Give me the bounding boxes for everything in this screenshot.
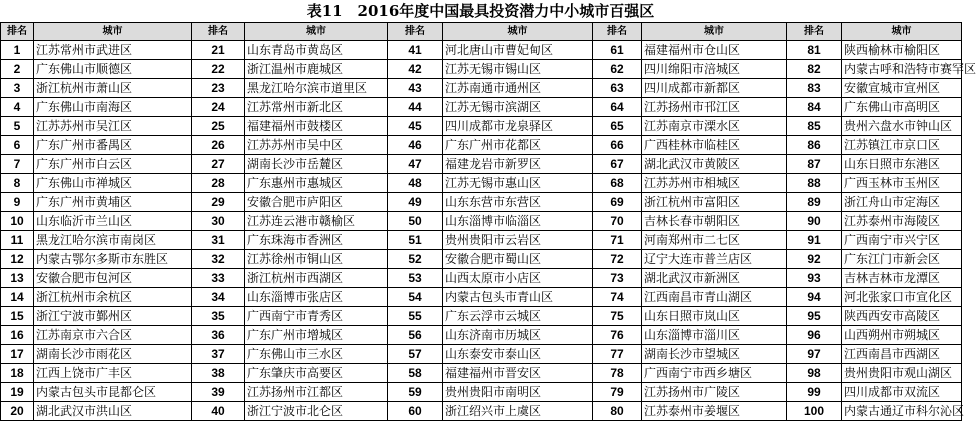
rank-cell: 83 xyxy=(787,79,842,98)
table-body xyxy=(1,41,976,421)
city-cell: 江苏镇江市京口区 xyxy=(842,136,962,155)
city-cell: 江苏扬州市广陵区 xyxy=(642,383,787,402)
rank-cell: 65 xyxy=(593,117,642,136)
city-cell: 山东泰安市泰山区 xyxy=(443,345,593,364)
city-cell: 内蒙古通辽市科尔沁区 xyxy=(842,402,962,421)
city-cell: 四川成都市双流区 xyxy=(842,383,962,402)
city-cell: 江苏无锡市锡山区 xyxy=(443,60,593,79)
rank-cell: 49 xyxy=(388,193,443,212)
table-row xyxy=(1,288,962,307)
city-cell: 贵州贵阳市南明区 xyxy=(443,383,593,402)
rank-cell: 95 xyxy=(787,307,842,326)
city-cell: 山东日照市东港区 xyxy=(842,155,962,174)
city-cell: 四川成都市龙泉驿区 xyxy=(443,117,593,136)
city-cell: 江西南昌市青山湖区 xyxy=(642,288,787,307)
table-row xyxy=(1,155,962,174)
city-cell: 山西朔州市朔城区 xyxy=(842,326,962,345)
table-row xyxy=(1,231,962,250)
city-cell: 内蒙古包头市昆都仑区 xyxy=(34,383,192,402)
city-cell: 陕西西安市高陵区 xyxy=(842,307,962,326)
rank-cell: 64 xyxy=(593,98,642,117)
city-cell: 广西玉林市玉州区 xyxy=(842,174,962,193)
city-cell: 江苏泰州市姜堰区 xyxy=(642,402,787,421)
city-cell: 山西太原市小店区 xyxy=(443,269,593,288)
rank-cell: 44 xyxy=(388,98,443,117)
city-cell: 广东佛山市高明区 xyxy=(842,98,962,117)
city-cell: 黑龙江哈尔滨市道里区 xyxy=(245,79,388,98)
table-title: 表11 2016年度中国最具投资潜力中小城市百强区 xyxy=(306,2,655,20)
rank-cell: 62 xyxy=(593,60,642,79)
rank-cell: 7 xyxy=(1,155,34,174)
rank-cell: 33 xyxy=(192,269,245,288)
rank-cell: 4 xyxy=(1,98,34,117)
city-cell: 安徽合肥市庐阳区 xyxy=(245,193,388,212)
rank-cell: 63 xyxy=(593,79,642,98)
city-cell: 江西上饶市广丰区 xyxy=(34,364,192,383)
city-cell: 吉林长春市朝阳区 xyxy=(642,212,787,231)
city-header: 城市 xyxy=(245,23,388,41)
ranking-table xyxy=(0,22,976,421)
city-cell: 江苏连云港市赣榆区 xyxy=(245,212,388,231)
city-cell: 广东云浮市云城区 xyxy=(443,307,593,326)
rank-cell: 93 xyxy=(787,269,842,288)
rank-cell: 84 xyxy=(787,98,842,117)
table-row xyxy=(1,345,962,364)
rank-cell: 13 xyxy=(1,269,34,288)
city-cell: 山东济南市历城区 xyxy=(443,326,593,345)
city-cell: 山东淄博市淄川区 xyxy=(642,326,787,345)
rank-header: 排名 xyxy=(1,23,34,41)
rank-cell: 57 xyxy=(388,345,443,364)
rank-cell: 79 xyxy=(593,383,642,402)
city-cell: 福建福州市鼓楼区 xyxy=(245,117,388,136)
city-cell: 浙江温州市鹿城区 xyxy=(245,60,388,79)
rank-cell: 99 xyxy=(787,383,842,402)
city-cell: 贵州贵阳市观山湖区 xyxy=(842,364,962,383)
city-cell: 河南郑州市二七区 xyxy=(642,231,787,250)
rank-cell: 3 xyxy=(1,79,34,98)
rank-cell: 70 xyxy=(593,212,642,231)
rank-cell: 90 xyxy=(787,212,842,231)
city-cell: 浙江杭州市富阳区 xyxy=(642,193,787,212)
rank-cell: 91 xyxy=(787,231,842,250)
rank-cell: 37 xyxy=(192,345,245,364)
rank-cell: 51 xyxy=(388,231,443,250)
city-cell: 内蒙古鄂尔多斯市东胜区 xyxy=(34,250,192,269)
city-cell: 湖北武汉市黄陂区 xyxy=(642,155,787,174)
rank-cell: 27 xyxy=(192,155,245,174)
city-cell: 山东淄博市临淄区 xyxy=(443,212,593,231)
city-cell: 吉林吉林市龙潭区 xyxy=(842,269,962,288)
rank-cell: 10 xyxy=(1,212,34,231)
rank-cell: 56 xyxy=(388,326,443,345)
table-row xyxy=(1,307,962,326)
city-cell: 江苏苏州市吴江区 xyxy=(34,117,192,136)
rank-cell: 30 xyxy=(192,212,245,231)
table-row xyxy=(1,364,962,383)
rank-cell: 54 xyxy=(388,288,443,307)
rank-cell: 50 xyxy=(388,212,443,231)
city-cell: 四川成都市新都区 xyxy=(642,79,787,98)
city-cell: 四川绵阳市涪城区 xyxy=(642,60,787,79)
city-cell: 江苏无锡市惠山区 xyxy=(443,174,593,193)
city-cell: 江苏南京市溧水区 xyxy=(642,117,787,136)
table-row xyxy=(1,212,962,231)
rank-header: 排名 xyxy=(593,23,642,41)
table-row xyxy=(1,174,962,193)
rank-cell: 5 xyxy=(1,117,34,136)
city-cell: 山东东营市东营区 xyxy=(443,193,593,212)
rank-cell: 76 xyxy=(593,326,642,345)
city-cell: 广东肇庆市高要区 xyxy=(245,364,388,383)
table-row xyxy=(1,79,962,98)
city-cell: 广东广州市黄埔区 xyxy=(34,193,192,212)
rank-cell: 89 xyxy=(787,193,842,212)
city-cell: 广东广州市花都区 xyxy=(443,136,593,155)
rank-cell: 36 xyxy=(192,326,245,345)
rank-cell: 20 xyxy=(1,402,34,421)
city-cell: 安徽合肥市包河区 xyxy=(34,269,192,288)
rank-cell: 60 xyxy=(388,402,443,421)
rank-cell: 69 xyxy=(593,193,642,212)
city-cell: 广东惠州市惠城区 xyxy=(245,174,388,193)
city-cell: 山东临沂市兰山区 xyxy=(34,212,192,231)
rank-cell: 61 xyxy=(593,41,642,60)
city-cell: 广东佛山市三水区 xyxy=(245,345,388,364)
city-cell: 广东佛山市禅城区 xyxy=(34,174,192,193)
rank-cell: 81 xyxy=(787,41,842,60)
rank-cell: 78 xyxy=(593,364,642,383)
rank-cell: 17 xyxy=(1,345,34,364)
city-cell: 湖南长沙市岳麓区 xyxy=(245,155,388,174)
rank-cell: 28 xyxy=(192,174,245,193)
city-cell: 山东淄博市张店区 xyxy=(245,288,388,307)
rank-cell: 23 xyxy=(192,79,245,98)
city-cell: 广东广州市番禺区 xyxy=(34,136,192,155)
city-cell: 江苏苏州市相城区 xyxy=(642,174,787,193)
rank-cell: 43 xyxy=(388,79,443,98)
rank-cell: 58 xyxy=(388,364,443,383)
city-cell: 广东广州市增城区 xyxy=(245,326,388,345)
rank-cell: 75 xyxy=(593,307,642,326)
rank-cell: 46 xyxy=(388,136,443,155)
header-row xyxy=(1,23,962,41)
city-cell: 贵州贵阳市云岩区 xyxy=(443,231,593,250)
rank-cell: 47 xyxy=(388,155,443,174)
city-cell: 黑龙江哈尔滨市南岗区 xyxy=(34,231,192,250)
city-cell: 广东广州市白云区 xyxy=(34,155,192,174)
city-cell: 内蒙古呼和浩特市赛罕区 xyxy=(842,60,962,79)
table-row xyxy=(1,41,962,60)
rank-cell: 68 xyxy=(593,174,642,193)
table-row xyxy=(1,193,962,212)
rank-cell: 41 xyxy=(388,41,443,60)
table-row xyxy=(1,60,962,79)
city-cell: 广西南宁市西乡塘区 xyxy=(642,364,787,383)
city-cell: 河北张家口市宣化区 xyxy=(842,288,962,307)
city-cell: 湖南长沙市望城区 xyxy=(642,345,787,364)
rank-cell: 53 xyxy=(388,269,443,288)
rank-cell: 55 xyxy=(388,307,443,326)
table-row xyxy=(1,326,962,345)
city-cell: 浙江杭州市余杭区 xyxy=(34,288,192,307)
table-row xyxy=(1,117,962,136)
rank-cell: 87 xyxy=(787,155,842,174)
city-cell: 浙江宁波市鄞州区 xyxy=(34,307,192,326)
city-cell: 山东青岛市黄岛区 xyxy=(245,41,388,60)
rank-cell: 12 xyxy=(1,250,34,269)
table-row xyxy=(1,269,962,288)
rank-cell: 6 xyxy=(1,136,34,155)
rank-cell: 25 xyxy=(192,117,245,136)
city-cell: 江苏常州市新北区 xyxy=(245,98,388,117)
rank-cell: 14 xyxy=(1,288,34,307)
rank-cell: 59 xyxy=(388,383,443,402)
rank-cell: 86 xyxy=(787,136,842,155)
rank-cell: 67 xyxy=(593,155,642,174)
rank-cell: 94 xyxy=(787,288,842,307)
city-cell: 贵州六盘水市钟山区 xyxy=(842,117,962,136)
rank-cell: 18 xyxy=(1,364,34,383)
city-cell: 广西南宁市兴宁区 xyxy=(842,231,962,250)
rank-cell: 45 xyxy=(388,117,443,136)
rank-cell: 11 xyxy=(1,231,34,250)
city-header: 城市 xyxy=(443,23,593,41)
rank-cell: 22 xyxy=(192,60,245,79)
city-cell: 内蒙古包头市青山区 xyxy=(443,288,593,307)
rank-cell: 34 xyxy=(192,288,245,307)
rank-cell: 85 xyxy=(787,117,842,136)
rank-cell: 19 xyxy=(1,383,34,402)
rank-cell: 16 xyxy=(1,326,34,345)
city-cell: 湖南长沙市雨花区 xyxy=(34,345,192,364)
city-cell: 山东日照市岚山区 xyxy=(642,307,787,326)
table-row xyxy=(1,402,962,421)
city-cell: 江苏苏州市吴中区 xyxy=(245,136,388,155)
rank-cell: 26 xyxy=(192,136,245,155)
rank-cell: 88 xyxy=(787,174,842,193)
rank-cell: 39 xyxy=(192,383,245,402)
rank-cell: 97 xyxy=(787,345,842,364)
city-cell: 广东江门市新会区 xyxy=(842,250,962,269)
rank-cell: 96 xyxy=(787,326,842,345)
rank-cell: 9 xyxy=(1,193,34,212)
rank-cell: 2 xyxy=(1,60,34,79)
rank-cell: 32 xyxy=(192,250,245,269)
city-cell: 湖北武汉市新洲区 xyxy=(642,269,787,288)
city-cell: 福建龙岩市新罗区 xyxy=(443,155,593,174)
city-cell: 广东珠海市香洲区 xyxy=(245,231,388,250)
city-cell: 辽宁大连市普兰店区 xyxy=(642,250,787,269)
rank-cell: 40 xyxy=(192,402,245,421)
city-cell: 浙江宁波市北仑区 xyxy=(245,402,388,421)
city-header: 城市 xyxy=(642,23,787,41)
rank-cell: 71 xyxy=(593,231,642,250)
city-header: 城市 xyxy=(34,23,192,41)
city-cell: 广东佛山市南海区 xyxy=(34,98,192,117)
rank-cell: 35 xyxy=(192,307,245,326)
city-cell: 江苏泰州市海陵区 xyxy=(842,212,962,231)
rank-header: 排名 xyxy=(192,23,245,41)
city-cell: 江苏南通市通州区 xyxy=(443,79,593,98)
rank-cell: 66 xyxy=(593,136,642,155)
city-cell: 江苏扬州市江都区 xyxy=(245,383,388,402)
city-cell: 福建福州市仓山区 xyxy=(642,41,787,60)
rank-cell: 15 xyxy=(1,307,34,326)
city-cell: 江苏扬州市邗江区 xyxy=(642,98,787,117)
rank-header: 排名 xyxy=(787,23,842,41)
city-cell: 江西南昌市西湖区 xyxy=(842,345,962,364)
rank-cell: 48 xyxy=(388,174,443,193)
city-cell: 浙江绍兴市上虞区 xyxy=(443,402,593,421)
rank-cell: 77 xyxy=(593,345,642,364)
rank-cell: 74 xyxy=(593,288,642,307)
rank-cell: 72 xyxy=(593,250,642,269)
rank-cell: 92 xyxy=(787,250,842,269)
rank-cell: 29 xyxy=(192,193,245,212)
rank-cell: 31 xyxy=(192,231,245,250)
city-cell: 福建福州市晋安区 xyxy=(443,364,593,383)
city-cell: 安徽合肥市蜀山区 xyxy=(443,250,593,269)
rank-cell: 38 xyxy=(192,364,245,383)
city-cell: 广西桂林市临桂区 xyxy=(642,136,787,155)
rank-cell: 100 xyxy=(787,402,842,421)
rank-cell: 21 xyxy=(192,41,245,60)
city-cell: 江苏无锡市滨湖区 xyxy=(443,98,593,117)
city-cell: 江苏常州市武进区 xyxy=(34,41,192,60)
table-row xyxy=(1,250,962,269)
rank-cell: 8 xyxy=(1,174,34,193)
table-row xyxy=(1,98,962,117)
city-cell: 河北唐山市曹妃甸区 xyxy=(443,41,593,60)
rank-cell: 52 xyxy=(388,250,443,269)
city-cell: 广东佛山市顺德区 xyxy=(34,60,192,79)
city-header: 城市 xyxy=(842,23,962,41)
rank-cell: 80 xyxy=(593,402,642,421)
rank-cell: 1 xyxy=(1,41,34,60)
rank-cell: 82 xyxy=(787,60,842,79)
city-cell: 江苏徐州市铜山区 xyxy=(245,250,388,269)
rank-cell: 98 xyxy=(787,364,842,383)
city-cell: 浙江杭州市西湖区 xyxy=(245,269,388,288)
city-cell: 广西南宁市青秀区 xyxy=(245,307,388,326)
city-cell: 陕西榆林市榆阳区 xyxy=(842,41,962,60)
city-cell: 江苏南京市六合区 xyxy=(34,326,192,345)
rank-cell: 42 xyxy=(388,60,443,79)
table-row xyxy=(1,136,962,155)
table-row xyxy=(1,383,962,402)
rank-cell: 24 xyxy=(192,98,245,117)
city-cell: 浙江舟山市定海区 xyxy=(842,193,962,212)
city-cell: 湖北武汉市洪山区 xyxy=(34,402,192,421)
rank-header: 排名 xyxy=(388,23,443,41)
rank-cell: 73 xyxy=(593,269,642,288)
city-cell: 浙江杭州市萧山区 xyxy=(34,79,192,98)
city-cell: 安徽宣城市宣州区 xyxy=(842,79,962,98)
